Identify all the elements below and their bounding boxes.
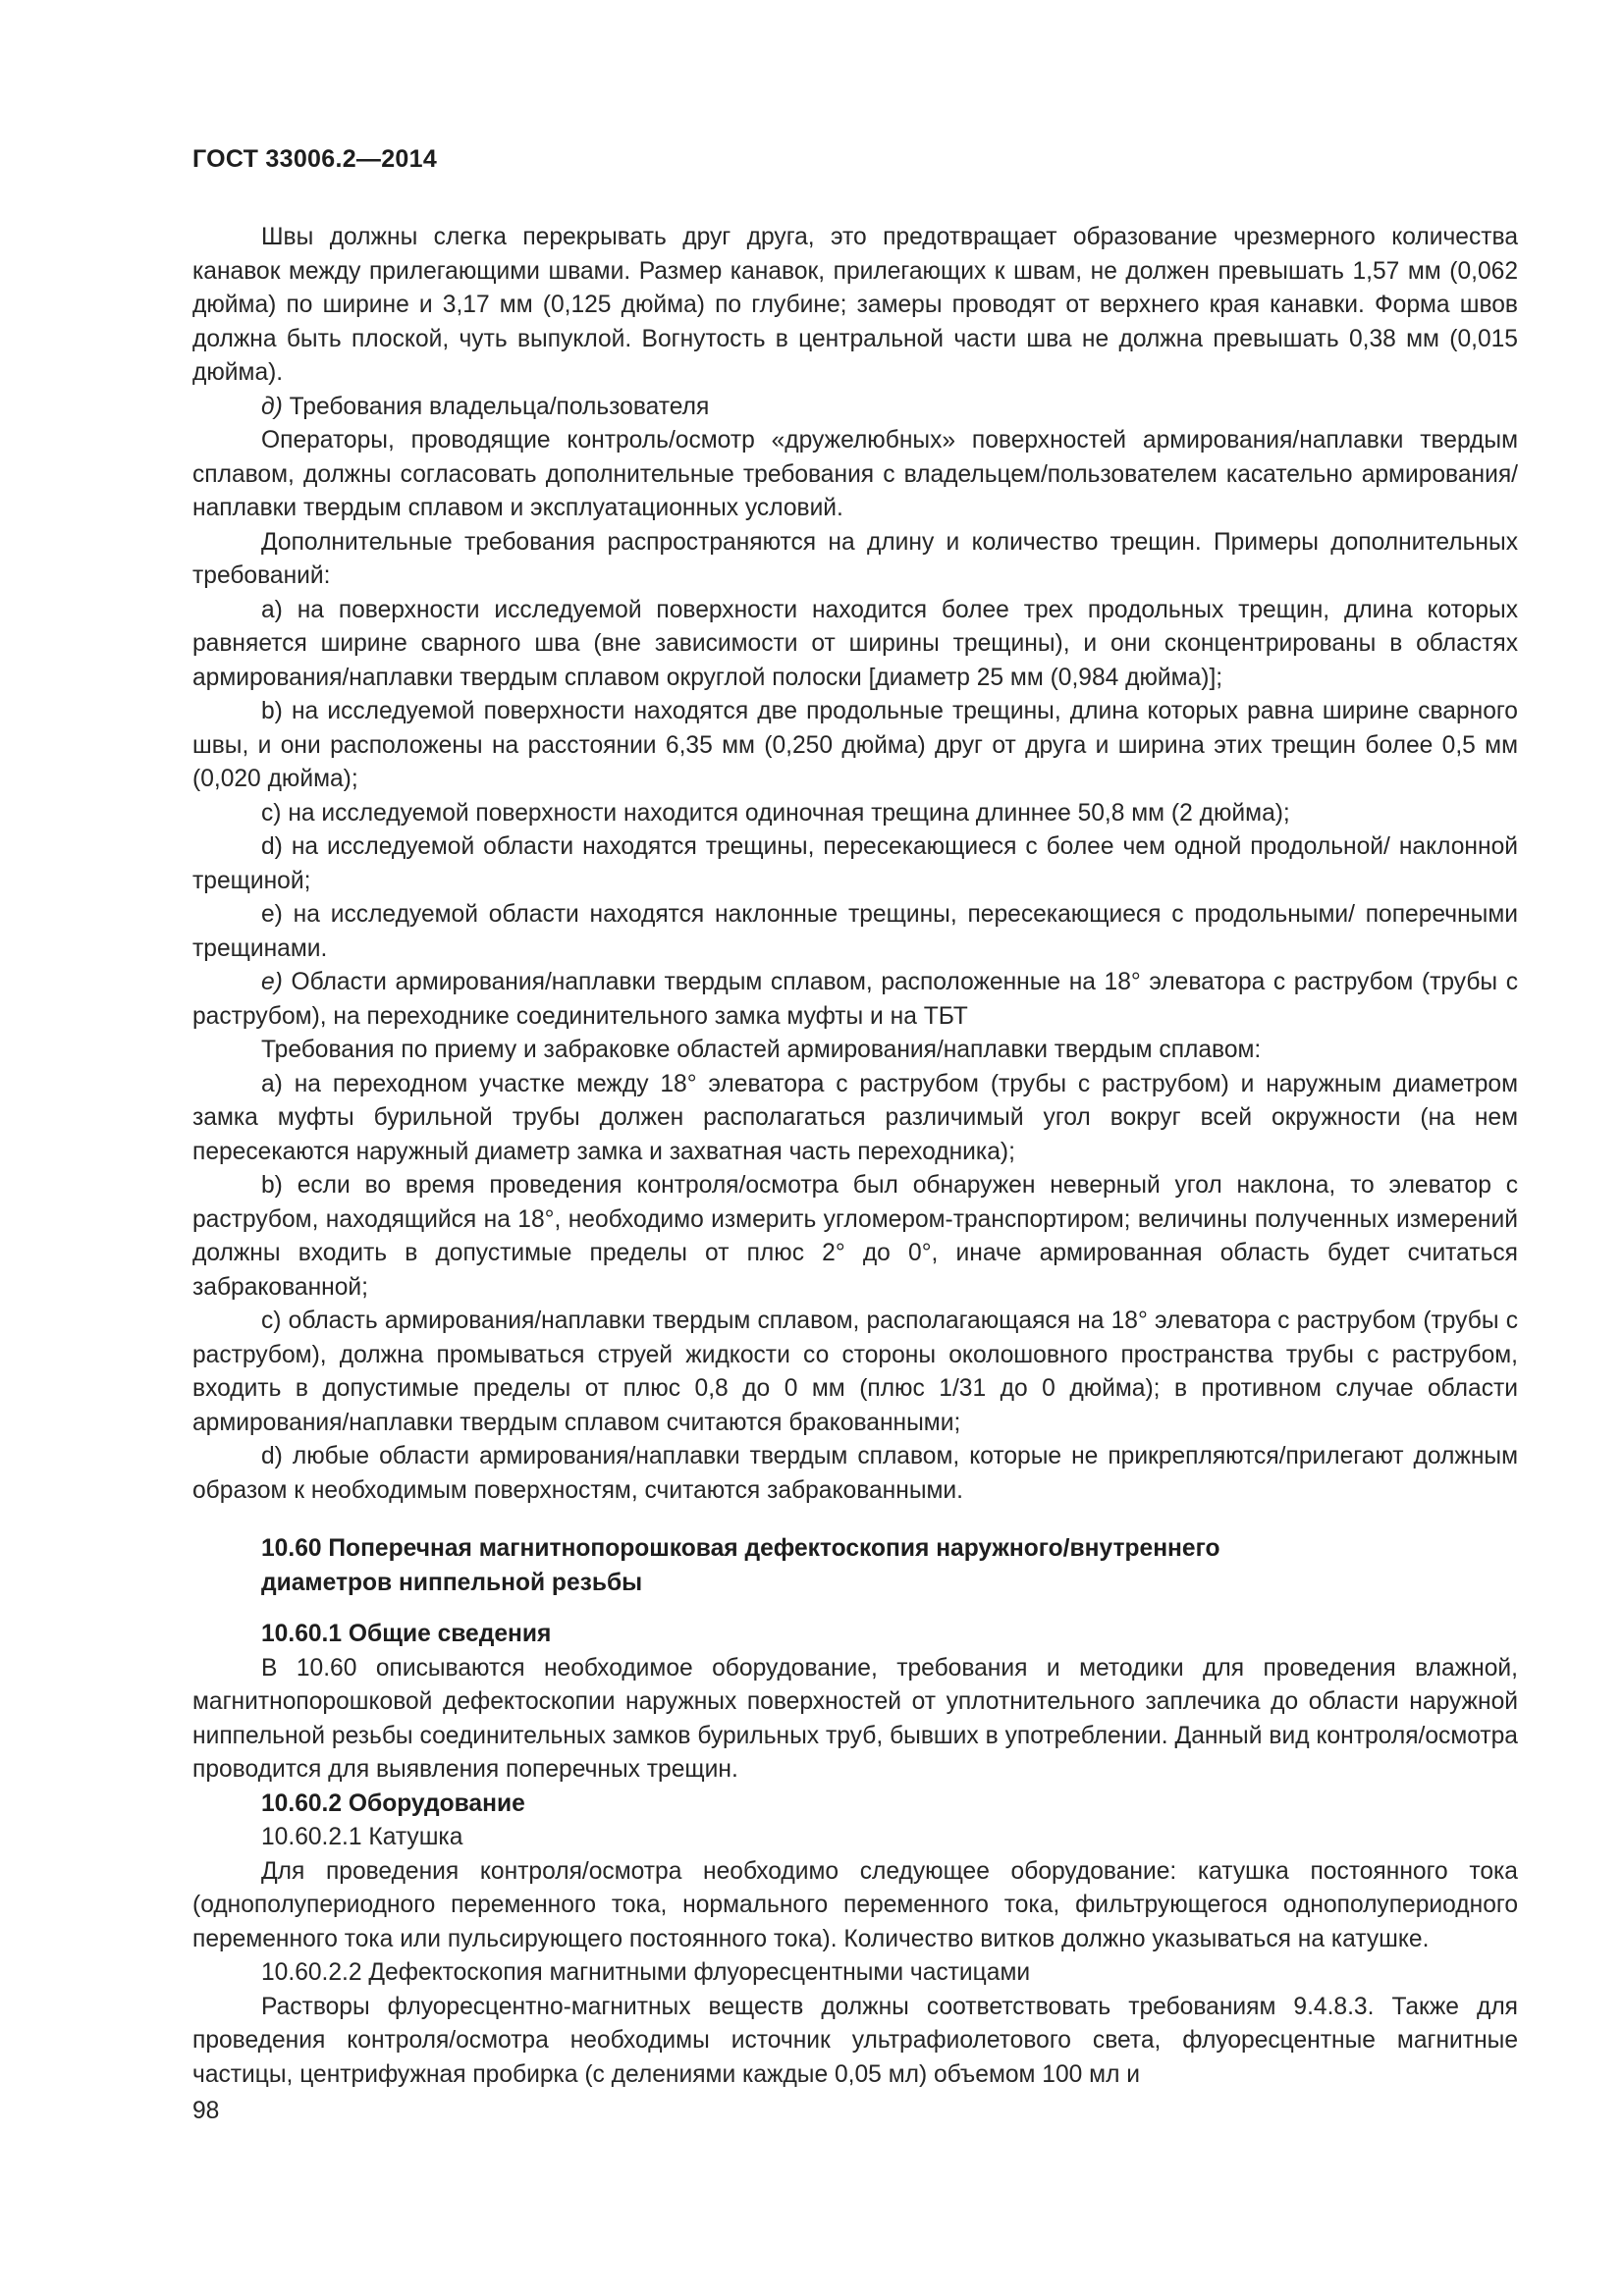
subsection-title: 10.60.2 Оборудование	[261, 1789, 525, 1817]
item-d-text: Требования владельца/пользователя	[282, 393, 710, 420]
paragraph: В 10.60 описываются необходимое оборудование, требования и методики для проведения влажной, магнитнопорошковой дефектоскопии наружных поверхностей от уплотнительного заплечика до области наружной ниппельной резьбы соединительных замков бурильных труб, бывших в употреблении. Данный вид контроля/осмотра проводится для выявления поперечных трещин.	[192, 1654, 1518, 1783]
list-item: a) на поверхности исследуемой поверхности находится более трех продольных трещин, длина которых равняется ширине сварного шва (вне зависимости от ширины трещины), и они сконцентрированы в областях армирования/наплавки твердым сплавом округлой полоски [диаметр 25 мм (0,984 дюйма)];	[192, 596, 1518, 691]
document-header: ГОСТ 33006.2—2014	[192, 145, 438, 173]
paragraph: Для проведения контроля/осмотра необходимо следующее оборудование: катушка постоянного тока (однополупериодного переменного тока, нормального переменного тока, фильтрующегося однополупериодного переменного тока или пульсирующего постоянного тока). Количество витков должно указываться на катушке.	[192, 1857, 1518, 1952]
list-item: d) любые области армирования/наплавки твердым сплавом, которые не прикрепляются/прилегают должным образом к необходимым поверхностям, считаются забракованными.	[192, 1443, 1518, 1504]
item-d-label: д)	[261, 393, 283, 420]
list-item: d) на исследуемой области находятся трещины, пересекающиеся с более чем одной продольной/ наклонной трещиной;	[192, 833, 1518, 894]
paragraph: Швы должны слегка перекрывать друг друга, это предотвращает образование чрезмерного количества канавок между прилегающими швами. Размер канавок, прилегающих к швам, не должен превышать 1,57 мм (0,062 дюйма) по ширине и 3,17 мм (0,125 дюйма) по глубине; замеры проводят от верхнего края канавки. Форма швов должна быть плоской, чуть выпуклой. Вогнутость в центральной части шва не должна превышать 0,38 мм (0,015 дюйма).	[192, 224, 1518, 386]
section-title-line2: диаметров ниппельной резьбы	[261, 1569, 643, 1596]
page-number: 98	[192, 2098, 220, 2124]
paragraph: Требования по приему и забраковке областей армирования/наплавки твердым сплавом:	[261, 1037, 1262, 1063]
item-e-text: Области армирования/наплавки твердым сплавом, расположенные на 18° элеватора с раструбом (трубы с раструбом), на переходнике соединительного замка муфты и на ТБТ	[192, 969, 1518, 1030]
paragraph: Дополнительные требования распространяются на длину и количество трещин. Примеры дополнительных требований:	[192, 528, 1518, 589]
list-item: a) на переходном участке между 18° элеватора с раструбом (трубы с раструбом) и наружным диаметром замка муфты бурильной трубы должен располагаться различимый угол вокруг всей окружности (на нем пересекаются наружный диаметр замка и захватная часть переходника);	[192, 1070, 1518, 1165]
list-item: e) на исследуемой области находятся наклонные трещины, пересекающиеся с продольными/ поперечными трещинами.	[192, 901, 1518, 962]
item-d-heading	[192, 391, 1518, 425]
paragraph: Операторы, проводящие контроль/осмотр «дружелюбных» поверхностей армирования/наплавки твердым сплавом, должны согласовать дополнительные требования с владельцем/пользователем касательно армирования/наплавки твердым сплавом и эксплуатационных условий.	[192, 427, 1518, 521]
subsection-title: 10.60.1 Общие сведения	[261, 1621, 552, 1647]
clause-title: 10.60.2.1 Катушка	[261, 1824, 463, 1850]
list-item: c) на исследуемой поверхности находится одиночная трещина длиннее 50,8 мм (2 дюйма);	[261, 799, 1290, 827]
paragraph: Растворы флуоресцентно-магнитных веществ должны соответствовать требованиям 9.4.8.3. Также для проведения контроля/осмотра необходимы источник ультрафиолетового света, флуоресцентные магнитные частицы, центрифужная пробирка (с делениями каждые 0,05 мл) объемом 100 мл и	[192, 1993, 1518, 2088]
item-e-heading	[192, 966, 1518, 1034]
list-item: c) область армирования/наплавки твердым сплавом, располагающаяся на 18° элеватора с раструбом (трубы с раструбом), должна промываться струей жидкости со стороны околошовного пространства трубы с раструбом, входить в допустимые пределы от плюс 0,8 до 0 мм (плюс 1/31 до 0 дюйма); в противном случае области армирования/наплавки твердым сплавом считаются бракованными;	[192, 1308, 1518, 1436]
list-item: b) если во время проведения контроля/осмотра был обнаружен неверный угол наклона, то элеватор с раструбом, находящийся на 18°, необходимо измерить угломером-транспортиром; величины полученных измерений должны входить в допустимые пределы от плюс 2° до 0°, иначе армированная область будет считаться забракованной;	[192, 1172, 1518, 1301]
list-item: b) на исследуемой поверхности находятся две продольные трещины, длина которых равна ширине сварного швы, и они расположены на расстоянии 6,35 мм (0,250 дюйма) друг от друга и ширина этих трещин более 0,5 мм (0,020 дюйма);	[192, 698, 1518, 792]
clause-title: 10.60.2.2 Дефектоскопия магнитными флуоресцентными частицами	[261, 1959, 1031, 1986]
page-content	[192, 221, 1518, 2092]
item-e-label: е)	[261, 969, 283, 995]
section-title-line1: 10.60 Поперечная магнитнопорошковая дефектоскопия наружного/внутреннего	[261, 1535, 1220, 1562]
